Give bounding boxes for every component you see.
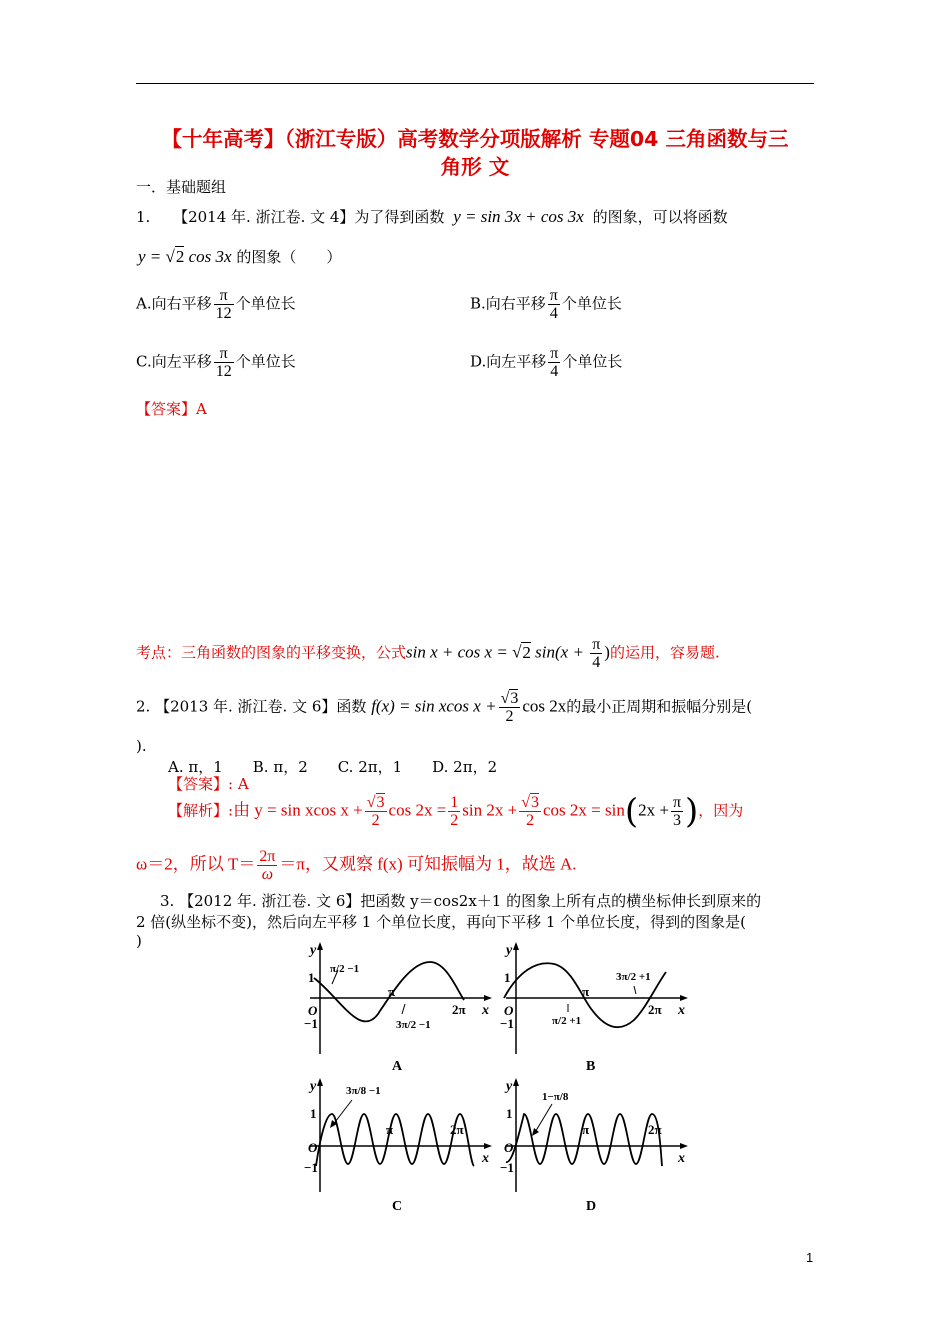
q2-answer: 【答案】: A <box>168 775 249 793</box>
tick-one: 1 <box>310 1106 317 1121</box>
q1-number: 1. <box>136 208 151 226</box>
y-axis-label: y <box>506 943 513 958</box>
q1-source-root: 2 <box>175 247 185 266</box>
title-line-1: 【十年高考】（浙江专版）高考数学分项版解析 专题04 三角函数与三 <box>161 127 789 151</box>
q1-mid-text: 的图象，可以将函数 <box>592 208 728 226</box>
x-axis-label: x <box>678 1003 685 1018</box>
option-frac-den: 4 <box>549 305 558 322</box>
q1-lead: 【2014 年. 浙江卷. 文 4】为了得到函数 <box>173 208 445 226</box>
q1-tail: 的图象（ ） <box>236 248 342 266</box>
jiexi-pi: π <box>672 794 682 811</box>
tick-neg-one: −1 <box>304 1160 318 1175</box>
origin-label: O <box>308 1140 318 1155</box>
jiexi-half-num: 1 <box>450 794 459 811</box>
jiexi-root-1: 3 <box>376 794 385 811</box>
jiexi-den-2: 2 <box>526 812 535 829</box>
q1-option-c[interactable] <box>136 345 296 380</box>
q2-jiexi-line-1: 【解析】:由 y = sin xcos x + $\frac{√3}{2}$ cos 2x = $\frac{1}{2}$ sin 2x + $\frac{√3}{2}$ cos 2x = sin(2x + $\frac{\pi}{3}$ )，因为 <box>168 791 744 832</box>
jiexi-label: 【解析】: <box>168 801 234 820</box>
q2-tail-2: ). <box>136 737 147 755</box>
option-label: D.向左平移 <box>470 352 547 371</box>
tick-two-pi: 2π <box>648 1002 662 1017</box>
period-num: 2π <box>259 848 276 865</box>
kaodian-formula-a: sin x + cos x = <box>406 642 513 662</box>
section-heading: 一．基础题组 <box>136 178 227 196</box>
x-axis-label: x <box>482 1003 489 1018</box>
origin-label: O <box>504 1003 514 1018</box>
q2-func-b: cos 2x <box>522 696 567 716</box>
annotation-1: π/2 +1 <box>552 1015 582 1027</box>
option-unit: 个单位长 <box>561 294 622 313</box>
graph-a[interactable] <box>300 942 495 1074</box>
tick-two-pi: 2π <box>648 1122 662 1137</box>
graph-c[interactable] <box>300 1078 495 1210</box>
q3-line-1: 3. 【2012 年. 浙江卷. 文 6】把函数 y＝cos2x＋1 的图象上所有点的横坐标伸长到原来的 <box>160 892 762 910</box>
annotation-1: 3π/8 −1 <box>346 1085 381 1097</box>
q1-option-b[interactable] <box>470 287 622 322</box>
jiexi-a: 由 y = sin xcos x + <box>233 800 363 820</box>
jiexi-den-1: 2 <box>371 812 380 829</box>
jiexi-d: cos 2x = sin <box>543 800 625 820</box>
option-frac-den: 12 <box>215 363 232 380</box>
q2-den: 2 <box>505 708 514 725</box>
page-number: 1 <box>806 1250 814 1265</box>
tick-neg-one: −1 <box>304 1016 318 1031</box>
q2-lead: 2. 【2013 年. 浙江卷. 文 6】函数 <box>136 697 367 716</box>
option-frac-num: π <box>214 287 234 305</box>
origin-label: O <box>308 1003 318 1018</box>
graph-letter: A <box>392 1059 403 1074</box>
tick-neg-one: −1 <box>500 1160 514 1175</box>
tick-one: 1 <box>506 1106 513 1121</box>
q1-line-1 <box>136 206 816 227</box>
period-den: ω <box>261 866 274 883</box>
q3-stem <box>136 890 816 950</box>
option-frac-den: 4 <box>550 363 559 380</box>
graph-letter: B <box>586 1059 596 1074</box>
graph-b[interactable] <box>496 942 691 1074</box>
kaodian-prefix: 考点：三角函数的图象的平移变换，公式 <box>136 643 407 662</box>
jiexi-b: cos 2x = <box>388 800 447 820</box>
q2-tail: 的最小正周期和振幅分别是( <box>566 697 753 716</box>
q1-line-2: y = √2 cos 3x 的图象（ ） <box>138 247 342 266</box>
q2-func-a: f(x) = sin xcos x + <box>371 696 497 716</box>
q2-root: 3 <box>510 690 519 707</box>
kaodian-formula-b: sin(x + <box>530 642 589 662</box>
q1-option-a[interactable] <box>136 287 296 322</box>
kaodian-num: π <box>592 636 601 653</box>
q2-line-1: 2. 【2013 年. 浙江卷. 文 6】函数 f(x) = sin xcos x + $\frac{√3}{2}$ cos 2x的最小正周期和振幅分别是( <box>136 690 753 725</box>
tick-neg-one: −1 <box>500 1016 514 1031</box>
jiexi-line2-a: ω＝2，所以 T＝ <box>136 854 256 874</box>
kaodian-den: 4 <box>592 654 601 671</box>
q1-source-suffix: cos 3x <box>184 247 232 266</box>
option-unit: 个单位长 <box>235 352 296 371</box>
jiexi-three: 3 <box>672 812 681 829</box>
kaodian-formula-c: ) <box>604 642 610 662</box>
q2-choices[interactable]: A. π，1 B. π，2 C. 2π，1 D. 2π，2 <box>168 758 498 776</box>
option-label: A.向右平移 <box>136 294 212 313</box>
q1-kaodian: 考点：三角函数的图象的平移变换，公式sin x + cos x = √2 sin(x + $\frac{\pi}{4}$ )的运用，容易题. <box>136 636 720 671</box>
kaodian-root: 2 <box>522 642 531 662</box>
option-frac-num: π <box>214 345 234 363</box>
y-axis-label: y <box>310 1079 317 1094</box>
x-axis-label: x <box>482 1151 489 1166</box>
y-axis-label: y <box>310 943 317 958</box>
annotation-1: π/2 −1 <box>330 963 360 975</box>
option-unit: 个单位长 <box>562 352 623 371</box>
jiexi-e: ，因为 <box>698 801 744 820</box>
jiexi-root-2: 3 <box>531 794 539 811</box>
jiexi-inner: 2x + <box>638 800 669 820</box>
jiexi-line2-b: ＝π，又观察 f(x) 可知振幅为 1，故选 A. <box>279 854 577 874</box>
option-frac-den: 12 <box>215 305 232 322</box>
jiexi-c: sin 2x + <box>462 800 518 820</box>
tick-one: 1 <box>308 970 315 985</box>
title-line-2: 角形 文 <box>440 155 510 179</box>
q1-answer: 【答案】A <box>136 400 207 418</box>
option-frac-num: π <box>549 287 558 304</box>
annotation-2: 3π/2 +1 <box>616 971 651 983</box>
tick-two-pi: 2π <box>452 1002 466 1017</box>
q1-option-d[interactable] <box>470 345 622 380</box>
origin-label: O <box>504 1140 514 1155</box>
x-axis-label: x <box>678 1151 685 1166</box>
graph-letter: C <box>392 1199 403 1210</box>
option-unit: 个单位长 <box>235 294 296 313</box>
q1-source-prefix: y = <box>138 247 166 266</box>
kaodian-suffix: 的运用，容易题. <box>609 643 720 662</box>
tick-pi: π <box>582 984 590 999</box>
tick-pi: π <box>386 1122 394 1137</box>
option-frac-num: π <box>550 345 559 362</box>
annotation-1: 1−π/8 <box>542 1091 569 1103</box>
option-label: B.向右平移 <box>470 294 546 313</box>
document-title <box>120 125 830 181</box>
graph-d[interactable] <box>496 1078 691 1210</box>
jiexi-half-den: 2 <box>450 812 459 829</box>
q1-target-function: y = sin 3x + cos 3x <box>453 207 584 226</box>
graph-letter: D <box>586 1199 597 1210</box>
tick-two-pi: 2π <box>450 1122 464 1137</box>
option-label: C.向左平移 <box>136 352 212 371</box>
tick-one: 1 <box>504 970 511 985</box>
q3-line-2: 2 倍(纵坐标不变)，然后向左平移 1 个单位长度，再向下平移 1 个单位长度，得到的图象是( <box>136 913 747 931</box>
q2-jiexi-line-2 <box>136 848 577 883</box>
tick-pi: π <box>388 984 396 999</box>
tick-pi: π <box>582 1122 590 1137</box>
header-rule <box>136 83 814 84</box>
q3-line-3: ) <box>136 932 142 950</box>
y-axis-label: y <box>506 1079 513 1094</box>
annotation-2: 3π/2 −1 <box>396 1019 431 1031</box>
